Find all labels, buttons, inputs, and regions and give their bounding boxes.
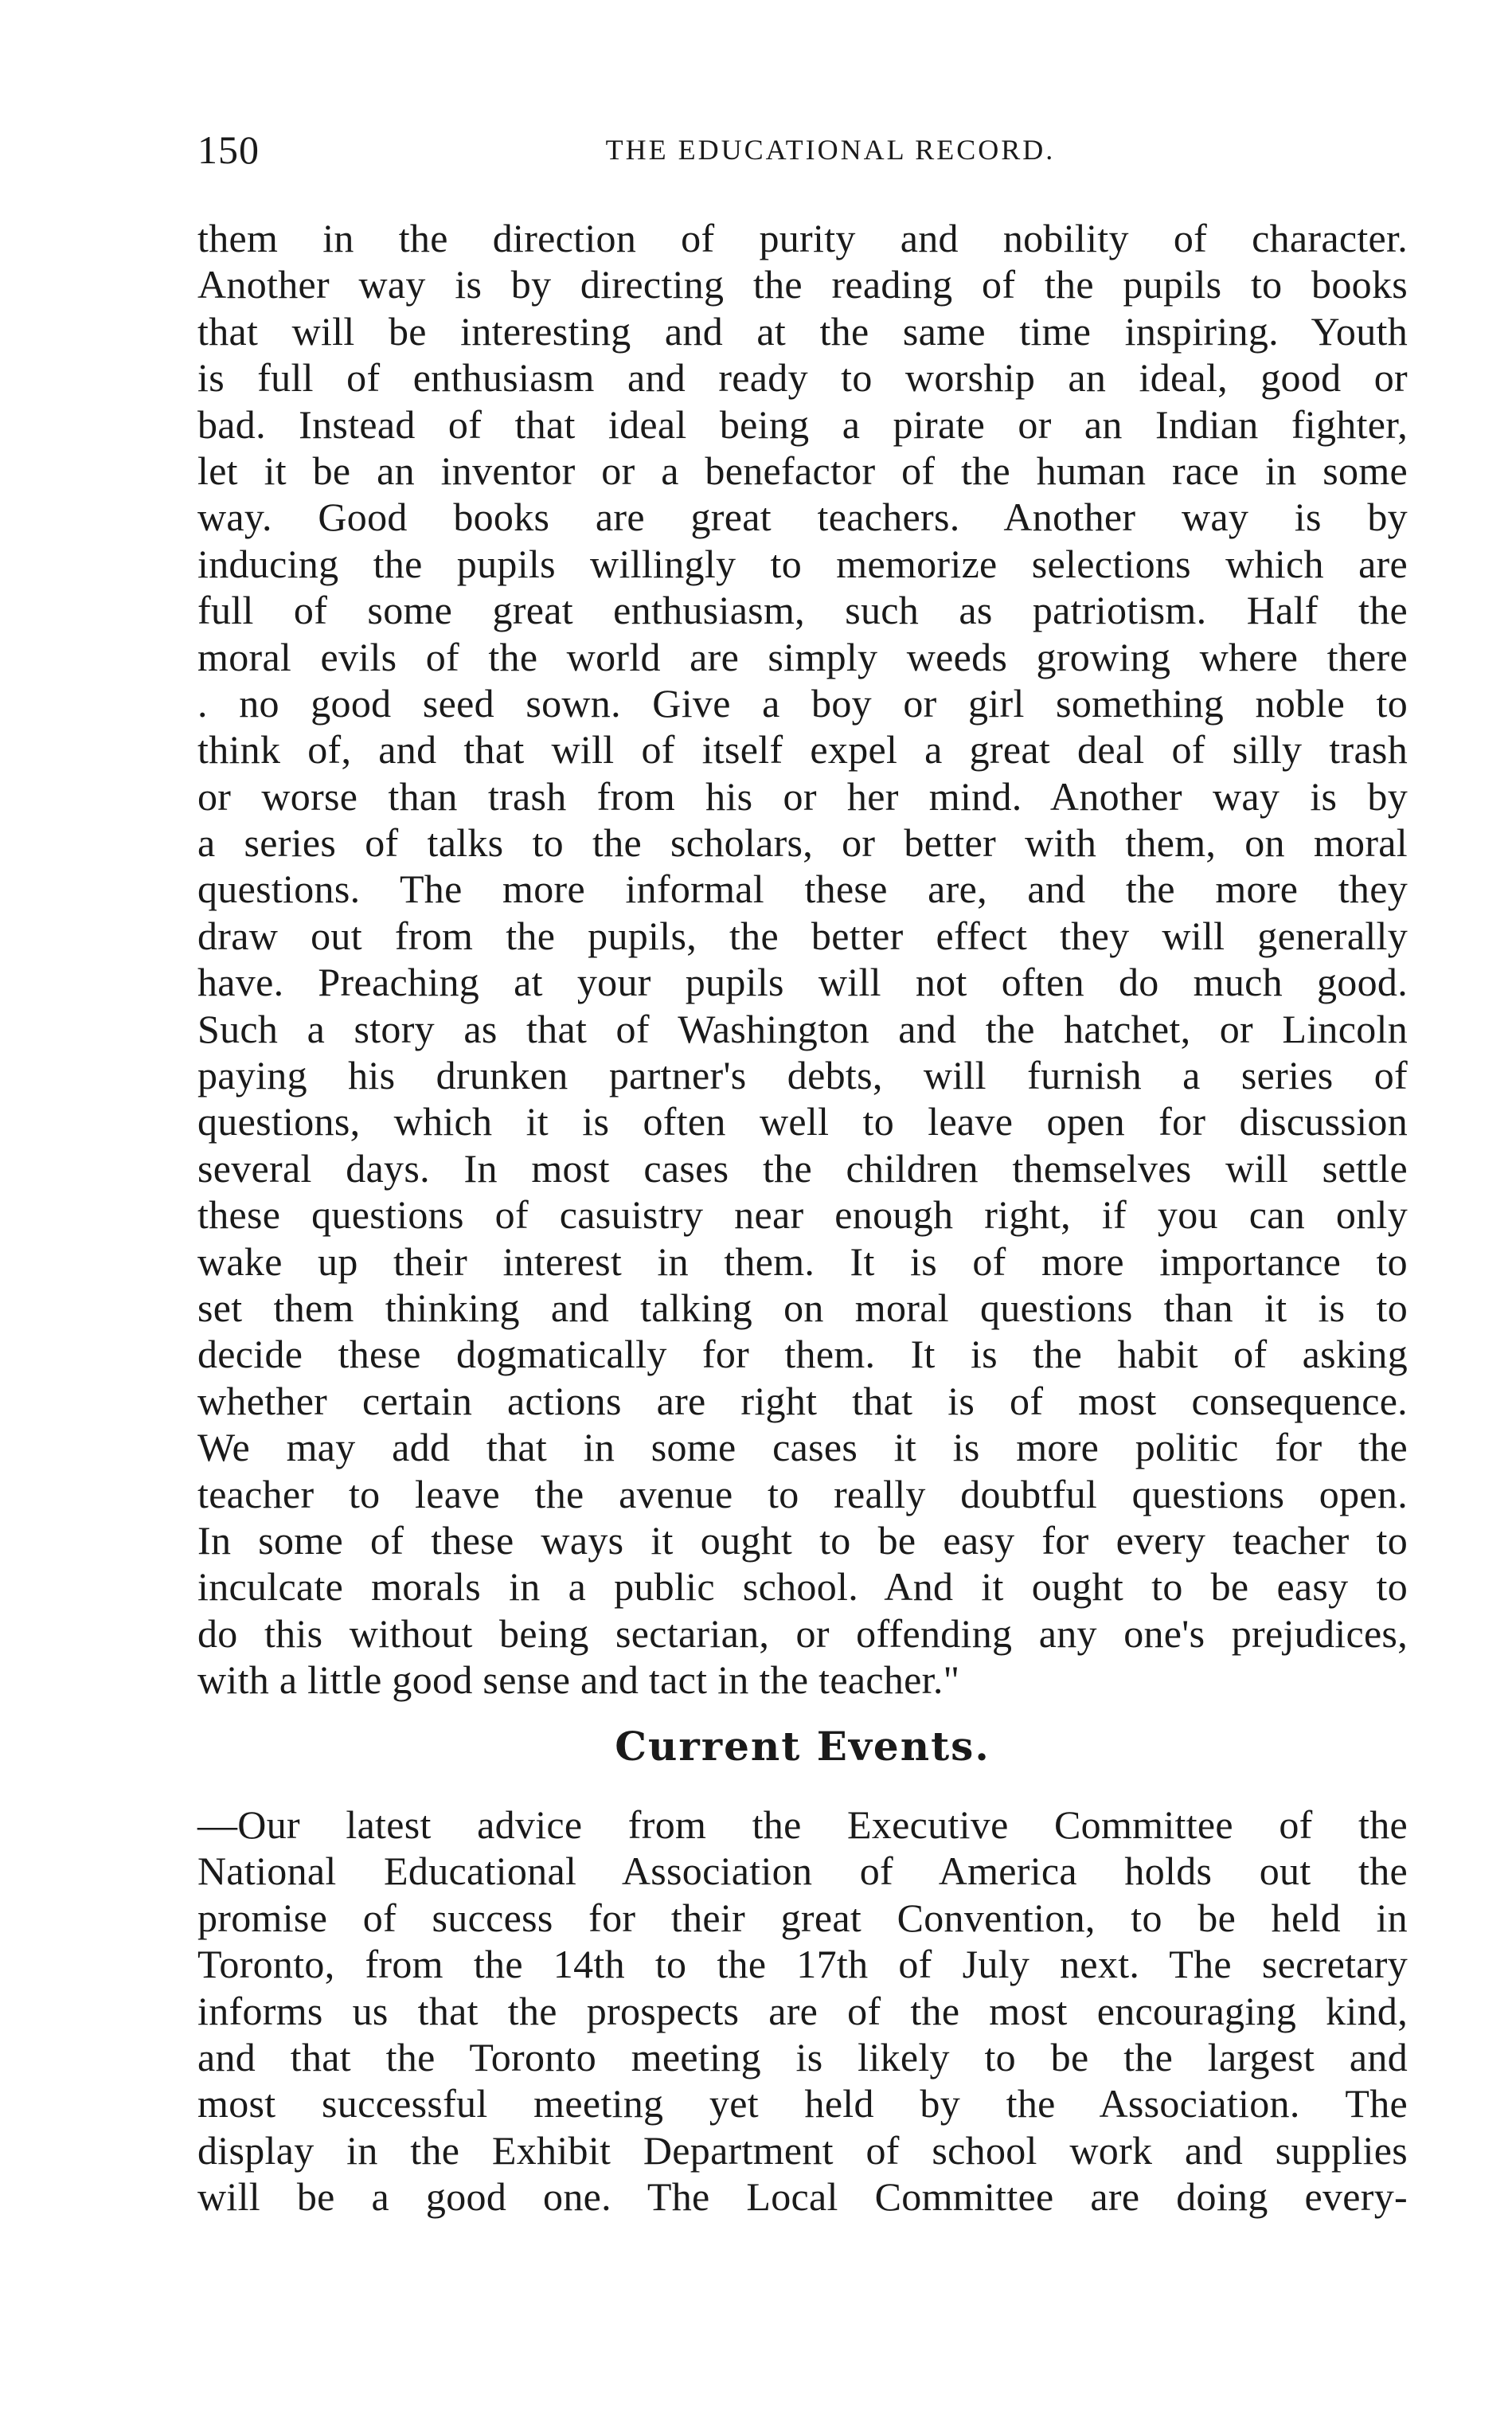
text-line: most successful meeting yet held by the Association. The	[197, 2081, 1408, 2126]
text-line: Such a story as that of Washington and the hatchet, or Lincoln	[197, 1006, 1408, 1051]
text-line: whether certain actions are right that is of most consequence.	[197, 1378, 1408, 1423]
page-number: 150	[197, 127, 260, 172]
text-line: or worse than trash from his or her mind. Another way is by	[197, 773, 1408, 819]
text-line: is full of enthusiasm and ready to worship an ideal, good or	[197, 355, 1408, 401]
journal-title: THE EDUCATIONAL RECORD.	[605, 134, 1056, 166]
text-line: National Educational Association of America holds out the	[197, 1849, 1408, 1894]
text-line: Toronto, from the 14th to the 17th of July next. The secretary	[197, 1942, 1408, 1987]
text-line: these questions of casuistry near enough right, if you can only	[197, 1192, 1408, 1238]
text-line: that will be interesting and at the same time inspiring. Youth	[197, 308, 1408, 354]
text-line: decide these dogmatically for them. It is the habit of asking	[197, 1332, 1408, 1377]
text-line: full of some great enthusiasm, such as patriotism. Half the	[197, 588, 1408, 633]
quote-paragraph	[197, 215, 1408, 1704]
text-line: We may add that in some cases it is more politic for the	[197, 1425, 1408, 1470]
text-line: and that the Toronto meeting is likely to be the largest and	[197, 2034, 1408, 2079]
text-line: moral evils of the world are simply weeds growing where there	[197, 634, 1408, 679]
text-line: them in the direction of purity and nobility of character.	[197, 216, 1408, 260]
text-line: draw out from the pupils, the better effect they will generally	[197, 913, 1408, 958]
text-line: with a little good sense and tact in the teacher."	[197, 1657, 960, 1703]
text-line: way. Good books are great teachers. Another way is by	[197, 495, 1408, 540]
text-line: think of, and that will of itself expel a great deal of silly trash	[197, 727, 1408, 773]
running-head	[197, 126, 1408, 174]
text-line: display in the Exhibit Department of school work and supplies	[197, 2127, 1408, 2173]
text-line: wake up their interest in them. It is of more importance to	[197, 1238, 1408, 1284]
text-line: In some of these ways it ought to be easy for every teacher to	[197, 1517, 1408, 1563]
news-paragraph	[197, 1802, 1408, 2220]
text-line: inculcate morals in a public school. And it ought to be easy to	[197, 1564, 1408, 1610]
text-line: informs us that the prospects are of the most encouraging kind,	[197, 1988, 1408, 2033]
text-line: Another way is by directing the reading of the pupils to books	[197, 262, 1408, 307]
text-line: have. Preaching at your pupils will not often do much good.	[197, 960, 1408, 1005]
text-line: . no good seed sown. Give a boy or girl something noble to	[197, 680, 1408, 726]
section-heading: Current Events.	[615, 1723, 990, 1770]
text-line: several days. In most cases the children themselves will settle	[197, 1145, 1408, 1191]
text-line: set them thinking and talking on moral questions than it is to	[197, 1285, 1408, 1330]
text-line: a series of talks to the scholars, or better with them, on moral	[197, 820, 1408, 866]
text-line: do this without being sectarian, or offending any one's prejudices,	[197, 1610, 1408, 1656]
text-line: bad. Instead of that ideal being a pirate or an Indian fighter,	[197, 401, 1408, 447]
text-line: inducing the pupils willingly to memorize selections which are	[197, 541, 1408, 586]
text-line: questions. The more informal these are, and the more they	[197, 867, 1408, 912]
text-line: will be a good one. The Local Committee are doing every-	[197, 2174, 1408, 2220]
text-line: —Our latest advice from the Executive Committee of the	[197, 1802, 1408, 1847]
text-line: let it be an inventor or a benefactor of the human race in some	[197, 448, 1408, 493]
text-line: questions, which it is often well to leave open for discussion	[197, 1099, 1408, 1144]
text-line: teacher to leave the avenue to really doubtful questions open.	[197, 1471, 1408, 1516]
text-line: promise of success for their great Convention, to be held in	[197, 1895, 1408, 1940]
text-line: paying his drunken partner's debts, will furnish a series of	[197, 1053, 1408, 1098]
